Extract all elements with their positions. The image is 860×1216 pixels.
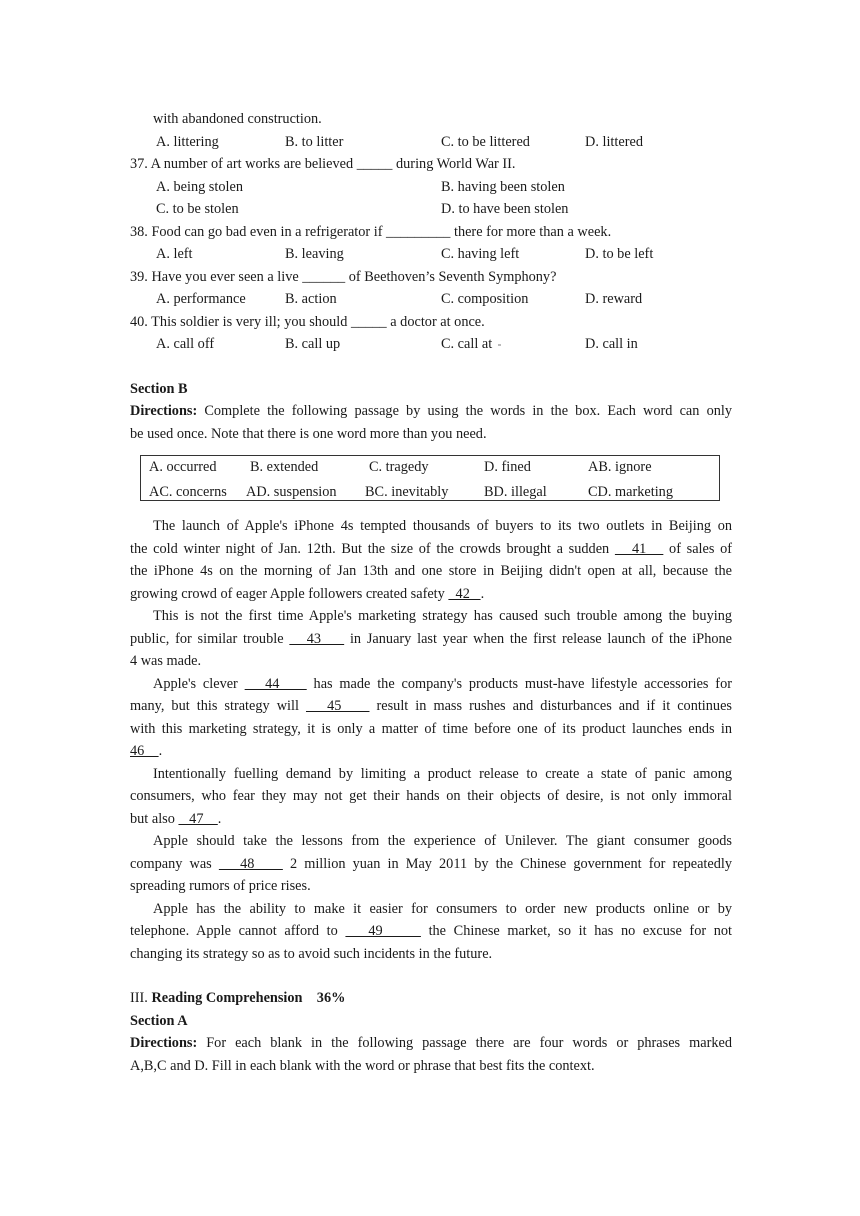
section-a-directions: Directions: For each blank in the following passage there are four words or phrases marked (130, 1035, 732, 1051)
option-d: D. to have been stolen (441, 201, 569, 217)
q37-options-row1 (130, 176, 732, 199)
option-d: D. littered (585, 133, 643, 150)
section-b-directions: Directions: Complete the following passage by using the words in the box. Each word can only (130, 403, 732, 419)
option-b: B. leaving (285, 246, 344, 262)
passage-line: the iPhone 4s on the morning of Jan 13th and one store in Beijing didn't open at all, because the (130, 563, 732, 579)
passage-line: 4 was made. (130, 653, 202, 669)
passage-line: public, for similar trouble 43 in January last year when the first release launch of the iPhone (130, 630, 732, 647)
option-c: C. composition (441, 291, 529, 307)
passage-line: telephone. Apple cannot afford to 49 the Chinese market, so it has no excuse for not (130, 923, 733, 939)
blank-41: 41 (614, 540, 664, 557)
passage-line: the cold winter night of Jan. 12th. But the size of the crowds brought a sudden 41 of sales of (130, 540, 733, 557)
option-a: A. being stolen (156, 178, 243, 195)
passage-line: Intentionally fuelling demand by limiting a product release to create a state of panic among (153, 765, 732, 782)
blank-45: 45 (305, 698, 370, 714)
option-c: C. to be stolen (156, 201, 239, 217)
blank-43: 43 (289, 630, 345, 647)
word-c: C. tragedy (369, 459, 429, 475)
passage-line: growing crowd of eager Apple followers created safety 42 . (130, 585, 485, 602)
question-38: 38. Food can go bad even in a refrigerator if _________ there for more than a week. (130, 223, 612, 240)
word-ac: AC. concerns (149, 484, 227, 500)
passage-line: consumers, who fear they may not get their hands on their objects of desire, is not only immoral (130, 788, 732, 804)
q36-continuation: with abandoned construction. (153, 111, 322, 127)
word-bd: BD. illegal (484, 484, 547, 500)
word-ad: AD. suspension (246, 484, 337, 500)
section-b-title: Section B (130, 380, 188, 397)
option-d: D. to be left (585, 246, 654, 262)
word-cd: CD. marketing (588, 484, 673, 500)
option-c: C. call at (441, 333, 501, 356)
passage-line: but also 47 . (130, 810, 222, 827)
question-40: 40. This soldier is very ill; you should _____ a doctor at once. (130, 313, 485, 330)
q36-options (130, 131, 732, 154)
word-ab: AB. ignore (588, 459, 652, 475)
passage-line: changing its strategy so as to avoid such incidents in the future. (130, 945, 493, 962)
passage-line: spreading rumors of price rises. (130, 878, 311, 894)
blank-44: 44 (244, 675, 307, 692)
option-b: B. to litter (285, 133, 344, 150)
option-d: D. reward (585, 291, 643, 307)
blank-42: 42 (448, 585, 481, 602)
option-c: C. to be littered (441, 133, 530, 150)
option-c: C. having left (441, 246, 520, 262)
section-a-title: Section A (130, 1012, 188, 1029)
passage-line: Apple has the ability to make it easier for consumers to order new products online or by (153, 900, 732, 917)
option-b: B. call up (285, 336, 341, 352)
blank-46: 46 (130, 743, 159, 759)
blank-47: 47 (178, 810, 218, 827)
passage-line: 46 . (130, 743, 163, 759)
passage-line: This is not the first time Apple's marketing strategy has caused such trouble among the buying (153, 608, 732, 624)
option-a: A. left (156, 246, 193, 262)
option-b: B. having been stolen (441, 178, 565, 195)
word-box (140, 455, 720, 501)
word-b: B. extended (250, 459, 319, 475)
q38-options (130, 243, 732, 266)
passage-line: company was 48 2 million yuan in May 2011 by the Chinese government for repeatedly (130, 855, 733, 872)
exam-page (130, 108, 732, 1077)
section-a-directions-cont: A,B,C and D. Fill in each blank with the word or phrase that best fits the context. (130, 1057, 595, 1074)
q40-options (130, 333, 732, 356)
option-d: D. call in (585, 336, 638, 352)
word-a: A. occurred (149, 459, 217, 475)
passage (130, 515, 732, 965)
passage-line: The launch of Apple's iPhone 4s tempted thousands of buyers to its two outlets in Beijing on (153, 518, 732, 534)
word-d: D. fined (484, 459, 531, 475)
passage-line: Apple's clever 44 has made the company's products must-have lifestyle accessories for (153, 675, 732, 692)
question-39: 39. Have you ever seen a live ______ of Beethoven’s Seventh Symphony? (130, 268, 557, 285)
option-a: A. call off (156, 336, 215, 352)
blank-49: 49 (345, 923, 421, 939)
passage-line: with this marketing strategy, it is only a matter of time before one of its product launches ends in (130, 720, 732, 737)
q37-options-row2 (130, 198, 732, 221)
option-a: A. performance (156, 291, 246, 307)
section-b-directions-cont: be used once. Note that there is one word more than you need. (130, 425, 487, 442)
question-37: 37. A number of art works are believed _____ during World War II. (130, 156, 516, 172)
word-bc: BC. inevitably (365, 484, 449, 500)
option-b: B. action (285, 291, 337, 307)
option-a: A. littering (156, 133, 219, 150)
blank-48: 48 (218, 855, 283, 872)
q39-options (130, 288, 732, 311)
reading-heading: III. Reading Comprehension 36% (130, 990, 346, 1006)
passage-line: Apple should take the lessons from the experience of Unilever. The giant consumer goods (153, 833, 732, 849)
passage-line: many, but this strategy will 45 result in mass rushes and disturbances and if it continues (130, 698, 732, 714)
